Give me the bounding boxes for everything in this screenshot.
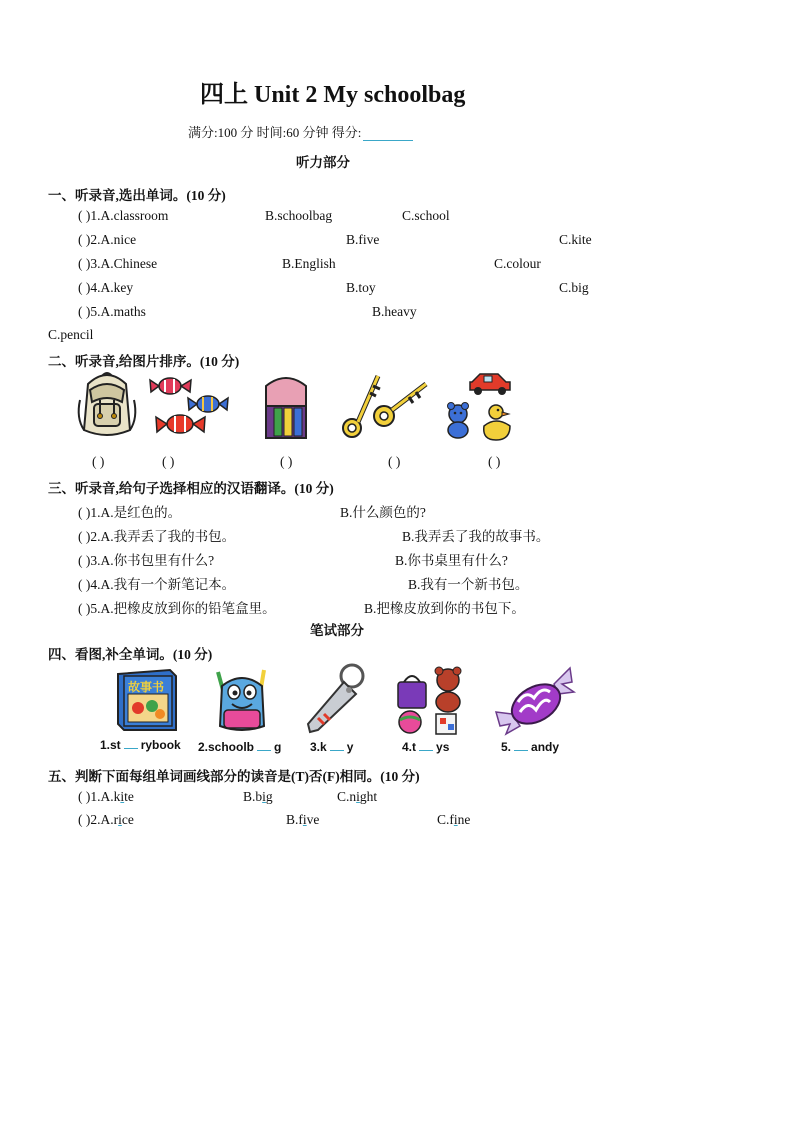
page-title: 四上 Unit 2 My schoolbag — [200, 82, 466, 108]
storybook-picture — [114, 668, 180, 732]
s4-blank-2[interactable] — [257, 740, 271, 751]
s5-q2-b: B.five — [286, 812, 320, 827]
s1-q1-b: B.schoolbag — [265, 208, 333, 223]
s5-q1-b: B.big — [243, 789, 273, 804]
s3-q3-b: B.你书桌里有什么? — [395, 553, 508, 568]
s2-paren-5[interactable]: ( ) — [488, 454, 501, 469]
listening-heading: 听力部分 — [296, 155, 350, 170]
s1-q2: ( )2.A.nice — [78, 232, 137, 247]
writing-heading: 笔试部分 — [310, 623, 364, 638]
s1-q5-b: B.heavy — [372, 304, 417, 319]
s1-q3-c: C.colour — [494, 256, 541, 271]
s1-q2-c: C.kite — [559, 232, 592, 247]
pencil-case-picture — [258, 372, 314, 444]
s3-q3-a: ( )3.A.你书包里有什么? — [78, 553, 215, 568]
s1-q1-c: C.school — [402, 208, 450, 223]
s3-q4-a: ( )4.A.我有一个新笔记本。 — [78, 577, 236, 592]
s1-q4-b: B.toy — [346, 280, 376, 295]
s3-q1-a: ( )1.A.是红色的。 — [78, 505, 182, 520]
s1-q3: ( )3.A.Chinese — [78, 256, 158, 271]
s3-q2-a: ( )2.A.我弄丢了我的书包。 — [78, 529, 236, 544]
score-meta: 满分:100 分 时间:60 分钟 得分: — [188, 125, 362, 140]
s4-item-3: 3.k y — [310, 740, 354, 754]
s4-item-5: 5. andy — [501, 740, 560, 754]
section-2-heading: 二、听录音,给图片排序。(10 分) — [48, 354, 240, 369]
s3-q4-b: B.我有一个新书包。 — [408, 577, 529, 592]
s3-q5-b: B.把橡皮放到你的书包下。 — [364, 601, 525, 616]
section-1-heading: 一、听录音,选出单词。(10 分) — [48, 188, 226, 203]
s1-q4-c: C.big — [559, 280, 589, 295]
s1-q2-b: B.five — [346, 232, 380, 247]
storybook-cover-text: 故事书 — [128, 680, 165, 694]
candy-picture — [148, 372, 230, 442]
s4-blank-4[interactable] — [419, 740, 433, 751]
keys-picture — [340, 370, 432, 442]
s2-paren-4[interactable]: ( ) — [388, 454, 401, 469]
s3-q5-a: ( )5.A.把橡皮放到你的铅笔盒里。 — [78, 601, 276, 616]
s1-q4: ( )4.A.key — [78, 280, 134, 295]
s4-blank-1[interactable] — [124, 738, 138, 749]
s4-blank-3[interactable] — [330, 740, 344, 751]
section-4-heading: 四、看图,补全单词。(10 分) — [48, 647, 213, 662]
schoolbag-picture — [210, 666, 274, 734]
s3-q2-b: B.我弄丢了我的故事书。 — [402, 529, 550, 544]
s1-q3-b: B.English — [282, 256, 336, 271]
s5-q1-c: C.night — [337, 789, 378, 804]
section-3-heading: 三、听录音,给句子选择相应的汉语翻译。(10 分) — [48, 481, 334, 496]
s1-q5-c: C.pencil — [48, 327, 94, 342]
s5-q2-c: C.fine — [437, 812, 471, 827]
s5-q2-a: ( )2.A.rice — [78, 812, 134, 827]
s1-q1: ( )1.A.classroom — [78, 208, 169, 223]
score-line — [188, 122, 413, 141]
s3-q1-b: B.什么颜色的? — [340, 505, 426, 520]
s4-item-4: 4.t ys — [402, 740, 450, 754]
s2-paren-3[interactable]: ( ) — [280, 454, 293, 469]
toys-group-picture — [396, 664, 468, 736]
backpack-picture — [76, 370, 138, 442]
s2-paren-2[interactable]: ( ) — [162, 454, 175, 469]
key-picture — [304, 662, 368, 736]
s4-blank-5[interactable] — [514, 740, 528, 751]
section-5-heading: 五、判断下面每组单词画线部分的读音是(T)否(F)相同。(10 分) — [48, 769, 420, 784]
s4-item-2: 2.schoolb g — [198, 740, 282, 754]
toys-picture — [440, 370, 514, 444]
score-blank[interactable] — [363, 128, 413, 141]
big-candy-picture — [492, 664, 576, 736]
s1-q5: ( )5.A.maths — [78, 304, 146, 319]
s4-item-1: 1.st rybook — [100, 738, 181, 752]
s2-paren-1[interactable]: ( ) — [92, 454, 105, 469]
s5-q1-a: ( )1.A.kite — [78, 789, 134, 804]
